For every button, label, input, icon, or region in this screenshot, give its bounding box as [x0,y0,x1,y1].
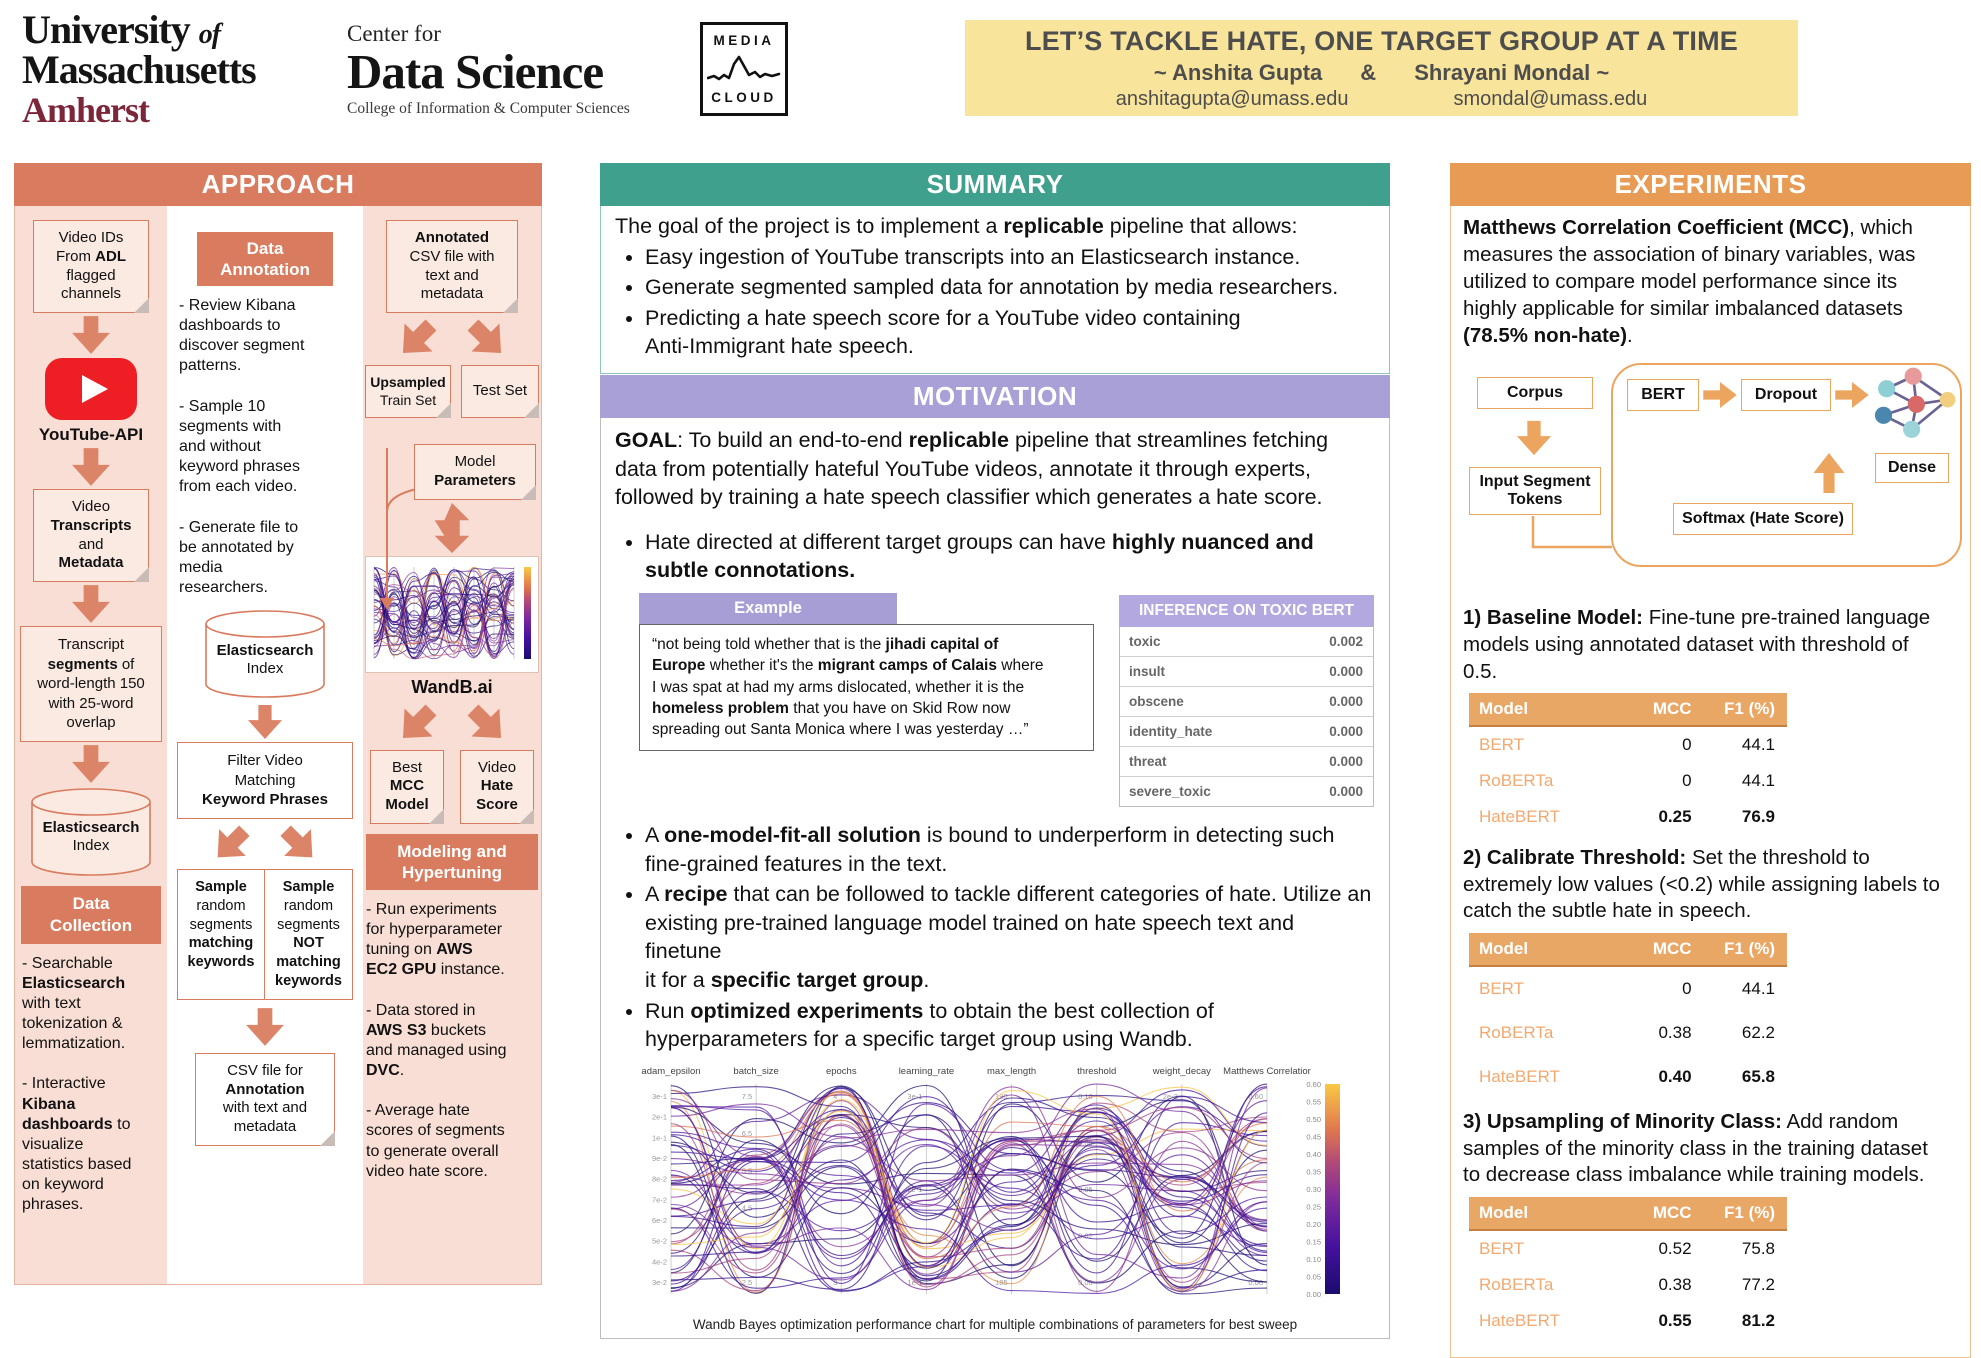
note-test-set: Test Set [461,365,539,418]
mcc-cell: 0.25 [1658,807,1692,827]
svg-text:0.15: 0.15 [1306,1237,1321,1247]
inference-label: threat [1129,753,1167,769]
svg-text:epochs: epochs [825,1065,857,1077]
neural-network-icon [1871,365,1957,439]
example-row [615,593,1375,807]
upsampling-results-table [1469,1197,1787,1339]
example-label: Example [639,593,897,624]
svg-text:2e-1: 2e-1 [651,1112,667,1122]
note-model-parameters: Model Parameters [414,444,536,500]
svg-text:0.60: 0.60 [1248,1091,1263,1101]
inference-table-row [1120,627,1373,657]
mcc-cell: 0.55 [1658,1311,1692,1330]
email-2: smondal@umass.edu [1453,87,1648,110]
data-annotation-heading: Data Annotation [197,232,333,286]
umass-line3: Amherst [22,90,149,130]
model-name-cell: BERT [1479,979,1525,999]
ampersand: & [1360,59,1377,85]
youtube-icon [44,357,138,421]
svg-text:0.05: 0.05 [1078,1184,1093,1194]
svg-text:adam_epsilon: adam_epsilon [641,1065,701,1077]
data-collection-heading: Data Collection [21,886,161,944]
arrow-right-icon [1835,382,1869,408]
arrow-down-icon [244,1008,286,1046]
inference-value: 0.000 [1329,783,1363,799]
summary-intro: The goal of the project is to implement a replicable pipeline that allows: [615,214,1298,238]
summary-bullets [615,243,1375,361]
svg-text:0.45: 0.45 [1306,1132,1321,1142]
arrow-down-icon [70,316,112,354]
svg-text:3.5: 3.5 [741,1240,753,1250]
arrow-down-right-icon [456,308,518,370]
inference-table-row [1120,657,1373,687]
table-header-model: Model [1479,1203,1529,1222]
dropout-box: Dropout [1741,379,1831,411]
inference-value: 0.000 [1329,663,1363,679]
inference-table-row [1120,747,1373,777]
svg-text:2e-2: 2e-2 [1162,1091,1178,1101]
svg-text:8e-2: 8e-2 [651,1174,667,1184]
table-row [1469,763,1787,799]
model-name-cell: BERT [1479,1239,1525,1258]
mcc-cell: 0 [1682,735,1692,755]
svg-text:185: 185 [995,1277,1008,1287]
table-row [1469,1303,1787,1339]
dense-box: Dense [1875,453,1949,483]
svg-text:max_length: max_length [987,1065,1037,1077]
sample-boxes [177,869,353,1000]
inference-label: obscene [1129,693,1184,709]
mcc-cell: 0.38 [1658,1023,1692,1043]
motivation-bullet1-list [615,528,1375,585]
table-header-row [1469,693,1787,727]
svg-text:0.06: 0.06 [1078,1138,1093,1148]
umass-logo [22,7,256,130]
mcc-cell: 0.38 [1658,1275,1692,1294]
arrow-down-left-icon [201,814,260,873]
baseline-results-table [1469,693,1787,835]
poster-title-box [965,20,1798,116]
corpus-box: Corpus [1477,377,1593,409]
experiments-header: EXPERIMENTS [1450,163,1971,206]
motivation-bullet: • A one-model-fit-all solution is bound to underperform in detecting such fine-grained features in the text. [645,821,1375,878]
inference-label: identity_hate [1129,723,1213,739]
cds-line2: Data Science [347,44,604,100]
data-collection-text: - Searchable Elasticsearch with text tokenization & lemmatization. - Interactive Kibana dashboards to visualize statistics based on keyword phrases. [22,954,132,1214]
f1-cell: 76.9 [1741,807,1776,827]
svg-text:weight_decay: weight_decay [1152,1065,1211,1077]
inference-table-row [1120,717,1373,747]
f1-cell: 77.2 [1741,1275,1776,1294]
table-header-row [1469,1197,1787,1231]
bert-box: BERT [1627,379,1699,411]
svg-text:0.50: 0.50 [1306,1114,1321,1124]
f1-cell: 62.2 [1741,1023,1776,1043]
svg-text:0.00: 0.00 [1306,1289,1321,1299]
arrow-down-icon [1515,417,1553,459]
box-filter-video: Filter Video Matching Keyword Phrases [177,742,353,819]
svg-text:3: 3 [833,1277,838,1287]
inference-label: toxic [1129,633,1161,649]
arrow-down-icon [70,585,112,623]
svg-text:7e-2: 7e-2 [651,1195,667,1205]
inference-table-row [1120,687,1373,717]
table-body [1469,727,1787,835]
experiments-intro: Matthews Correlation Coefficient (MCC), which measures the association of binary variables, was utilized to compare model performance since its highly applicable for similar imbalanced datasets (78.5% non-hate). [1463,216,1916,348]
svg-text:0.30: 0.30 [1306,1184,1321,1194]
svg-text:threshold: threshold [1077,1065,1117,1077]
note-csv-annotation: CSV file for Annotation with text and metadata [195,1053,335,1146]
table-row [1469,1055,1787,1099]
svg-text:0.60: 0.60 [1306,1079,1321,1089]
mediacloud-bottom-label: CLOUD [711,90,777,105]
summary-header: SUMMARY [600,163,1390,206]
center-for-data-science-logo [347,22,630,117]
inference-value: 0.000 [1329,753,1363,769]
svg-text:1e-1: 1e-1 [907,1277,923,1287]
svg-text:0.40: 0.40 [1306,1149,1321,1159]
svg-text:0.05: 0.05 [1306,1272,1321,1282]
note-best-mcc-model: Best MCC Model [370,750,444,824]
arrow-right-icon [1703,382,1737,408]
motivation-goal: GOAL: To build an end-to-end replicable pipeline that streamlines fetching data from potentially hateful YouTube videos, annotate it through experts, followed by training a hate speech classifier which generates a hate score. [615,428,1329,510]
note-annotated-csv: Annotated CSV file with text and metadata [386,220,518,313]
svg-text:learning_rate: learning_rate [898,1065,955,1077]
table-body [1469,1231,1787,1339]
umass-line2: Massachusetts [22,47,256,92]
svg-text:190: 190 [995,1091,1008,1101]
input-segment-tokens-box: Input Segment Tokens [1469,467,1601,515]
motivation-header: MOTIVATION [600,375,1390,418]
cds-line1: Center for [347,21,441,46]
svg-text:3e-1: 3e-1 [907,1091,923,1101]
modeling-hypertuning-heading: Modeling and Hypertuning [366,834,538,890]
mcc-cell: 0 [1682,979,1692,999]
author-2: Shrayani Mondal ~ [1414,59,1610,85]
model-name-cell: HateBERT [1479,1067,1560,1087]
box-transcript-segments: Transcript segments of word-length 150 with 25-word overlap [20,626,162,742]
author-names [1154,60,1609,86]
arrow-down-left-icon [386,308,448,370]
arrow-down-icon [245,705,285,739]
motivation-bullet: • Hate directed at different target groups can have highly nuanced and subtle connotations. [645,528,1375,585]
summary-bullet: • Predicting a hate speech score for a YouTube video containing Anti-Immigrant hate speech. [645,304,1375,361]
approach-header: APPROACH [14,163,542,206]
f1-cell: 44.1 [1741,771,1776,791]
svg-text:0.00: 0.00 [1248,1277,1263,1287]
svg-text:4.5: 4.5 [741,1203,753,1213]
model-pipeline-diagram [1463,361,1958,599]
mcc-cell: 0.52 [1658,1239,1692,1258]
inference-value: 0.002 [1329,633,1363,649]
svg-text:6e-2: 6e-2 [651,1215,667,1225]
threshold-results-table [1469,933,1787,1099]
experiment-2-heading: 2) Calibrate Threshold: Set the threshold to extremely low values (<0.2) while assigning labels to catch the subtle hate in speech. [1463,846,1940,923]
experiments-body [1450,206,1971,1358]
elasticsearch-cylinder-icon [201,608,329,702]
arrow-down-icon [70,448,112,486]
f1-cell: 65.8 [1741,1067,1776,1087]
cds-line3: College of Information & Computer Sciences [347,99,630,117]
example-quote: “not being told whether that is the jihadi capital of Europe whether it's the migrant camps of Calais where I was spat at had my arms dislocated, whether it is the homeless problem that you have on Skid Row now spreading out Santa Monica where I was yesterday …” [639,624,1094,751]
f1-cell: 75.8 [1741,1239,1776,1258]
svg-text:3e-2: 3e-2 [651,1277,667,1287]
author-1: ~ Anshita Gupta [1153,59,1323,85]
svg-text:0.00: 0.00 [1078,1277,1093,1287]
svg-text:4e-2: 4e-2 [651,1257,667,1267]
f1-cell: 81.2 [1741,1311,1776,1330]
model-name-cell: HateBERT [1479,1311,1560,1330]
email-1: anshitagupta@umass.edu [1115,87,1349,110]
modeling-hypertuning-text: - Run experiments for hyperparameter tuning on AWS EC2 GPU instance. - Data stored in AWS S3 buckets and managed using DVC. - Average hate scores of segments to generate overall video hate score. [366,900,507,1180]
svg-text:0.10: 0.10 [1306,1254,1321,1264]
model-name-cell: BERT [1479,735,1525,755]
note-upsampled-train-set: Upsampled Train Set [365,365,451,418]
wandb-label: WandB.ai [411,676,493,697]
svg-text:7.5: 7.5 [741,1091,753,1101]
svg-text:2.5: 2.5 [741,1277,753,1287]
outputs-row [370,750,534,824]
approach-col-data-annotation [167,206,363,1284]
table-header-f1: F1 (%) [1724,1203,1776,1222]
mediacloud-top-label: MEDIA [713,33,775,48]
summary-bullet: • Generate segmented sampled data for annotation by media researchers. [645,273,1375,302]
model-name-cell: HateBERT [1479,807,1560,827]
svg-text:0.25: 0.25 [1306,1202,1321,1212]
approach-body [14,206,542,1285]
inference-table-rows [1119,627,1374,807]
svg-text:6.5: 6.5 [741,1128,753,1138]
svg-text:4: 4 [833,1091,838,1101]
table-header-model: Model [1479,939,1529,959]
table-row [1469,727,1787,763]
motivation-bullets [615,821,1375,1054]
elasticsearch-index-label: Elasticsearch Index [216,642,314,678]
table-header-model: Model [1479,699,1529,719]
experiment-1-heading: 1) Baseline Model: Fine-tune pre-trained language models using annotated dataset with threshold of 0.5. [1463,606,1931,683]
arrow-updown-icon [432,503,472,553]
motivation-bullet: • A recipe that can be followed to tackle different categories of hate. Utilize an existing pre-trained language model trained on hate speech text and finetune it for a specific target group. [645,880,1375,994]
svg-text:5.5: 5.5 [741,1166,753,1176]
elasticsearch-index-label: Elasticsearch Index [42,819,140,855]
diagonal-arrows [395,317,509,361]
inference-value: 0.000 [1329,693,1363,709]
svg-text:0.20: 0.20 [1306,1219,1321,1229]
svg-text:batch_size: batch_size [733,1065,779,1077]
arrow-down-right-icon [456,692,518,754]
approach-col-modeling [363,206,541,1284]
poster-title: LET’S TACKLE HATE, ONE TARGET GROUP AT A TIME [1025,25,1738,56]
inference-table [1119,595,1374,807]
table-body [1469,967,1787,1099]
inference-table-row [1120,777,1373,806]
svg-text:3e-1: 3e-1 [651,1091,667,1101]
f1-cell: 44.1 [1741,979,1776,999]
table-row [1469,1011,1787,1055]
table-row [1469,799,1787,835]
approach-section [14,163,542,1285]
box-sample-matching: Sample random segments matching keywords [177,869,265,1000]
author-emails [1116,88,1647,111]
svg-text:5e-2: 5e-2 [651,1236,667,1246]
elasticsearch-cylinder-icon [27,786,155,880]
table-header-f1: F1 (%) [1724,939,1776,959]
experiments-section [1450,163,1971,1330]
table-header-mcc: MCC [1652,939,1692,959]
svg-text:Matthews Correlatior: Matthews Correlatior [1223,1065,1311,1077]
wandb-parallel-coordinates-chart [619,1058,1371,1332]
svg-text:0.02: 0.02 [1078,1231,1093,1241]
inference-label: insult [1129,663,1165,679]
approach-col-data-collection [15,206,167,1284]
svg-text:0.10: 0.10 [1078,1091,1093,1101]
summary-body [600,206,1390,374]
svg-text:0.35: 0.35 [1306,1167,1321,1177]
table-header-f1: F1 (%) [1724,699,1776,719]
motivation-body [600,418,1390,1339]
model-name-cell: RoBERTa [1479,1023,1554,1043]
summary-bullet: • Easy ingestion of YouTube transcripts into an Elasticsearch instance. [645,243,1375,272]
inference-table-title: INFERENCE ON TOXIC BERT [1119,595,1374,627]
waveform-icon [707,54,781,84]
svg-text:0.55: 0.55 [1306,1097,1321,1107]
motivation-bullet: • Run optimized experiments to obtain the best collection of hyperparameters for a specific target group using Wandb. [645,997,1375,1054]
umass-line1: University of [22,7,221,52]
data-annotation-text: - Review Kibana dashboards to discover segment patterns. - Sample 10 segments with and without keyword phrases from each video. - Generate file to be annotated by media researchers. [179,297,305,597]
arrow-down-left-icon [386,692,448,754]
note-video-ids: Video IDs From ADL flagged channels [33,220,149,313]
mcc-cell: 0 [1682,771,1692,791]
diagonal-arrows [210,823,320,865]
mediacloud-logo [700,22,788,116]
diagonal-arrows [395,702,509,746]
wandb-thumbnail-chart [365,556,539,673]
f1-cell: 44.1 [1741,735,1776,755]
table-header-row [1469,933,1787,967]
motivation-section [600,375,1390,1332]
inference-value: 0.000 [1329,723,1363,739]
table-row [1469,1231,1787,1267]
svg-text:9e-2: 9e-2 [651,1153,667,1163]
svg-text:2e-1: 2e-1 [907,1184,923,1194]
mcc-cell: 0.40 [1658,1067,1692,1087]
model-name-cell: RoBERTa [1479,771,1554,791]
box-sample-not-matching: Sample random segments NOT matching keywords [265,869,353,1000]
inference-label: severe_toxic [1129,783,1211,799]
arrow-down-right-icon [269,814,328,873]
train-test-row [365,365,539,418]
example-block [639,593,1094,807]
chart-caption: Wandb Bayes optimization performance chart for multiple combinations of parameters for best sweep [692,1316,1298,1332]
table-row [1469,967,1787,1011]
svg-text:1e-1: 1e-1 [651,1133,667,1143]
note-video-hate-score: Video Hate Score [460,750,534,824]
youtube-api-label: YouTube-API [38,425,144,444]
experiment-3-heading: 3) Upsampling of Minority Class: Add random samples of the minority class in the training dataset to decrease class imbalance while training models. [1463,1110,1928,1187]
table-header-mcc: MCC [1652,1203,1692,1222]
table-header-mcc: MCC [1652,699,1692,719]
summary-section [600,163,1390,374]
table-row [1469,1267,1787,1303]
model-name-cell: RoBERTa [1479,1275,1554,1294]
note-transcripts-metadata: Video Transcripts and Metadata [33,489,149,582]
softmax-box: Softmax (Hate Score) [1673,503,1853,535]
youtube-api-node [39,357,143,445]
arrow-down-icon [70,745,112,783]
